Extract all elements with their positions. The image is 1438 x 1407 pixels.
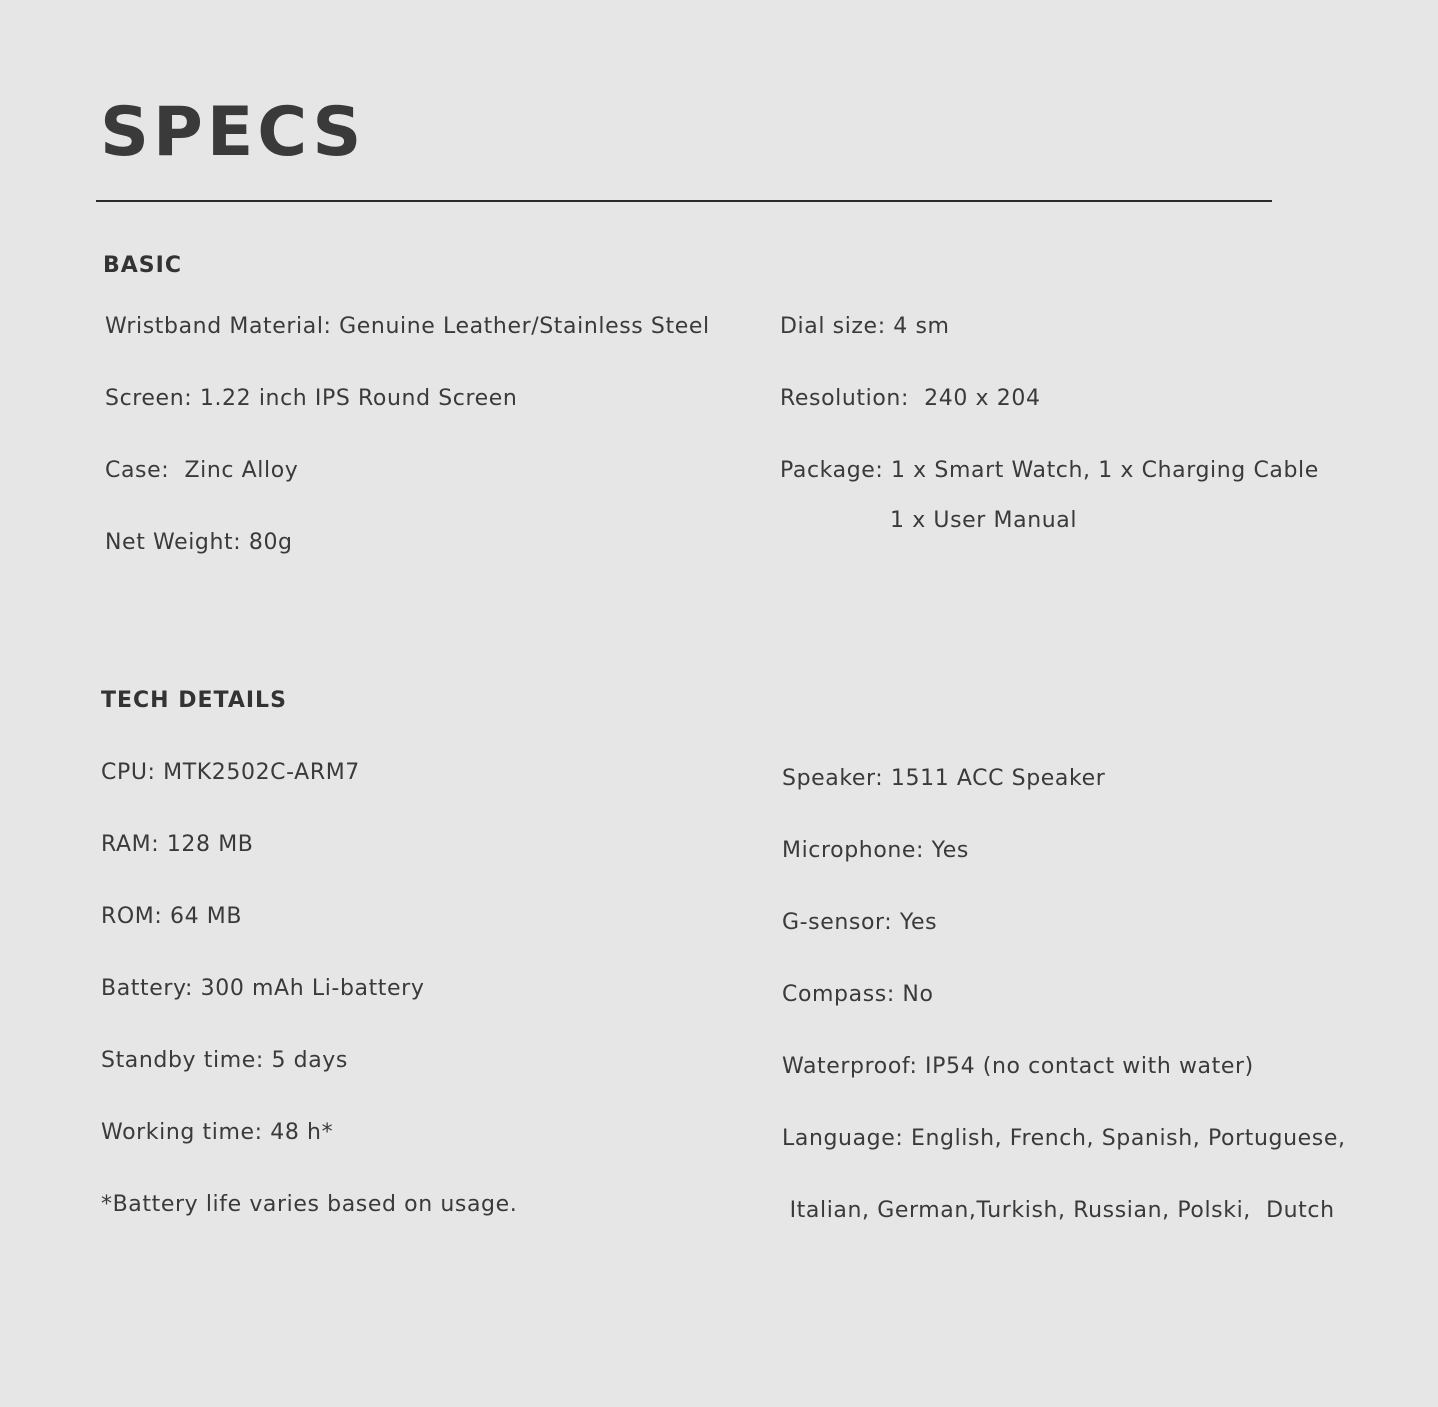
page-title: SPECS — [100, 93, 366, 172]
spec-speaker: Speaker: 1511 ACC Speaker — [782, 766, 1106, 791]
spec-compass: Compass: No — [782, 982, 934, 1007]
battery-life-footnote: *Battery life varies based on usage. — [101, 1192, 518, 1217]
spec-net-weight: Net Weight: 80g — [105, 530, 293, 555]
spec-language: Language: English, French, Spanish, Portuguese, — [782, 1126, 1346, 1151]
spec-cpu: CPU: MTK2502C-ARM7 — [101, 760, 360, 785]
spec-microphone: Microphone: Yes — [782, 838, 969, 863]
spec-ram: RAM: 128 MB — [101, 832, 254, 857]
spec-g-sensor: G-sensor: Yes — [782, 910, 938, 935]
spec-rom: ROM: 64 MB — [101, 904, 243, 929]
section-heading-tech-details: TECH DETAILS — [101, 688, 287, 713]
spec-standby-time: Standby time: 5 days — [101, 1048, 348, 1073]
spec-battery: Battery: 300 mAh Li-battery — [101, 976, 425, 1001]
section-heading-basic: BASIC — [103, 253, 182, 278]
spec-language-continued: Italian, German,Turkish, Russian, Polski, Dutch — [782, 1198, 1335, 1223]
spec-package-continued: 1 x User Manual — [890, 508, 1078, 533]
spec-package: Package: 1 x Smart Watch, 1 x Charging Cable — [780, 458, 1319, 483]
spec-resolution: Resolution: 240 x 204 — [780, 386, 1041, 411]
spec-working-time: Working time: 48 h* — [101, 1120, 334, 1145]
spec-waterproof: Waterproof: IP54 (no contact with water) — [782, 1054, 1254, 1079]
spec-case: Case: Zinc Alloy — [105, 458, 299, 483]
spec-dial-size: Dial size: 4 sm — [780, 314, 950, 339]
spec-wristband-material: Wristband Material: Genuine Leather/Stainless Steel — [105, 314, 710, 339]
spec-screen: Screen: 1.22 inch IPS Round Screen — [105, 386, 518, 411]
title-divider — [96, 200, 1272, 202]
